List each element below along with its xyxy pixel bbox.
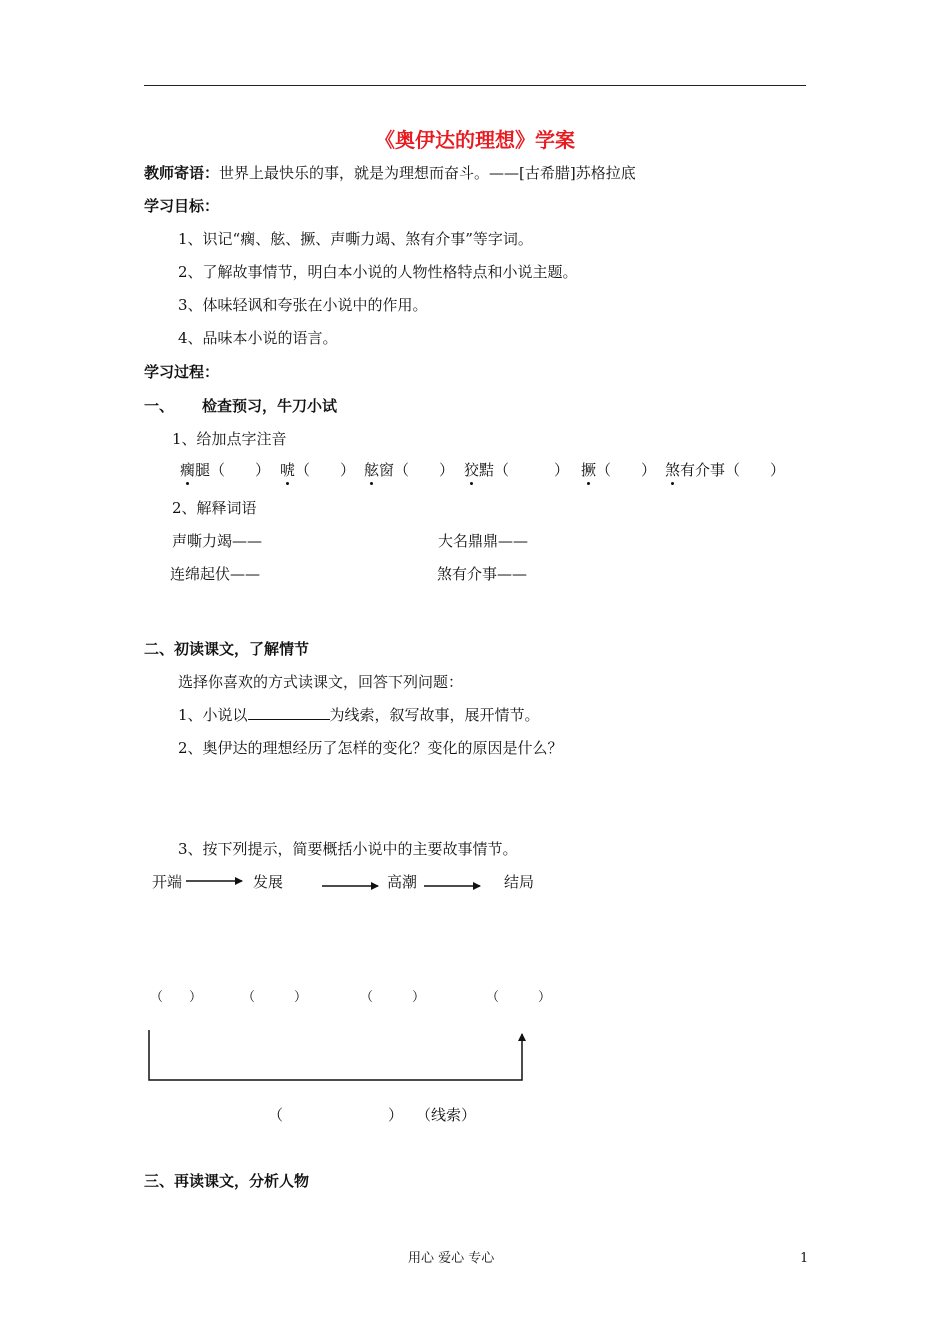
- plot-paren: （ ）: [360, 990, 426, 1005]
- goal-item: 2、了解故事情节，明白本小说的人物性格特点和小说主题。: [178, 263, 578, 281]
- clue-paren: （ ）: [268, 1106, 404, 1124]
- footer-text: 用心 爱心 专心: [408, 1251, 495, 1266]
- pinyin-question: 1、给加点字注音: [172, 430, 287, 448]
- page-title: 《奥伊达的理想》学案: [375, 128, 575, 152]
- goals-heading: 学习目标：: [144, 197, 220, 215]
- dotted-char: 煞: [665, 461, 681, 479]
- plot-paren: （ ）: [150, 990, 203, 1005]
- page-number: 1: [800, 1251, 809, 1266]
- pinyin-item: 唬（ ）: [280, 461, 356, 479]
- pinyin-item: 舷窗（ ）: [364, 461, 455, 479]
- section2-heading: 二、初读课文，了解情节: [144, 640, 310, 658]
- section1-heading: 检查预习，牛刀小试: [202, 397, 338, 415]
- stage-label: 发展: [253, 873, 284, 891]
- teacher-words-label: 教师寄语：: [144, 164, 220, 182]
- pinyin-item: 狡黠（ ）: [464, 461, 570, 479]
- plot-paren: （ ）: [486, 990, 552, 1005]
- word-item: 大名鼎鼎——: [438, 532, 529, 550]
- word-item: 煞有介事——: [437, 565, 528, 583]
- plot-question: 3、按下列提示，简要概括小说中的主要故事情节。: [178, 840, 518, 858]
- pinyin-item: 煞有介事（ ）: [665, 461, 786, 479]
- teacher-words-text: 世界上最快乐的事，就是为理想而奋斗。——[古希腊]苏格拉底: [219, 164, 636, 182]
- dotted-char: 舷: [364, 461, 380, 479]
- clue-label: （线索）: [416, 1106, 477, 1124]
- section1-number: 一、: [144, 397, 175, 415]
- change-question: 2、奥伊达的理想经历了怎样的变化？变化的原因是什么？: [178, 739, 563, 757]
- arrow-up-icon: [149, 1030, 522, 1080]
- stage-label: 高潮: [387, 873, 418, 891]
- section3-heading: 三、再读课文，分析人物: [144, 1172, 310, 1190]
- goal-item: 1、识记“瘸、舷、撅、声嘶力竭、煞有介事”等字词。: [178, 230, 533, 248]
- word-item: 连绵起伏——: [170, 565, 261, 583]
- section2-intro: 选择你喜欢的方式读课文，回答下列问题：: [178, 673, 464, 691]
- clue-question: 1、小说以 为线索，叙写故事，展开情节。: [178, 706, 540, 724]
- dotted-char: 狡: [464, 461, 480, 479]
- words-question: 2、解释词语: [172, 499, 257, 517]
- dotted-char: 撅: [581, 461, 597, 479]
- goal-item: 3、体味轻讽和夸张在小说中的作用。: [178, 296, 428, 314]
- pinyin-item: 瘸腿（ ）: [180, 461, 271, 479]
- goal-item: 4、品味本小说的语言。: [178, 329, 338, 347]
- dotted-char: 唬: [280, 461, 296, 479]
- process-heading: 学习过程：: [144, 363, 220, 381]
- plot-paren: （ ）: [242, 990, 308, 1005]
- stage-label: 开端: [152, 873, 183, 891]
- stage-label: 结局: [504, 873, 535, 891]
- word-item: 声嘶力竭——: [172, 532, 263, 550]
- dotted-char: 瘸: [180, 461, 196, 479]
- pinyin-item: 撅（ ）: [581, 461, 657, 479]
